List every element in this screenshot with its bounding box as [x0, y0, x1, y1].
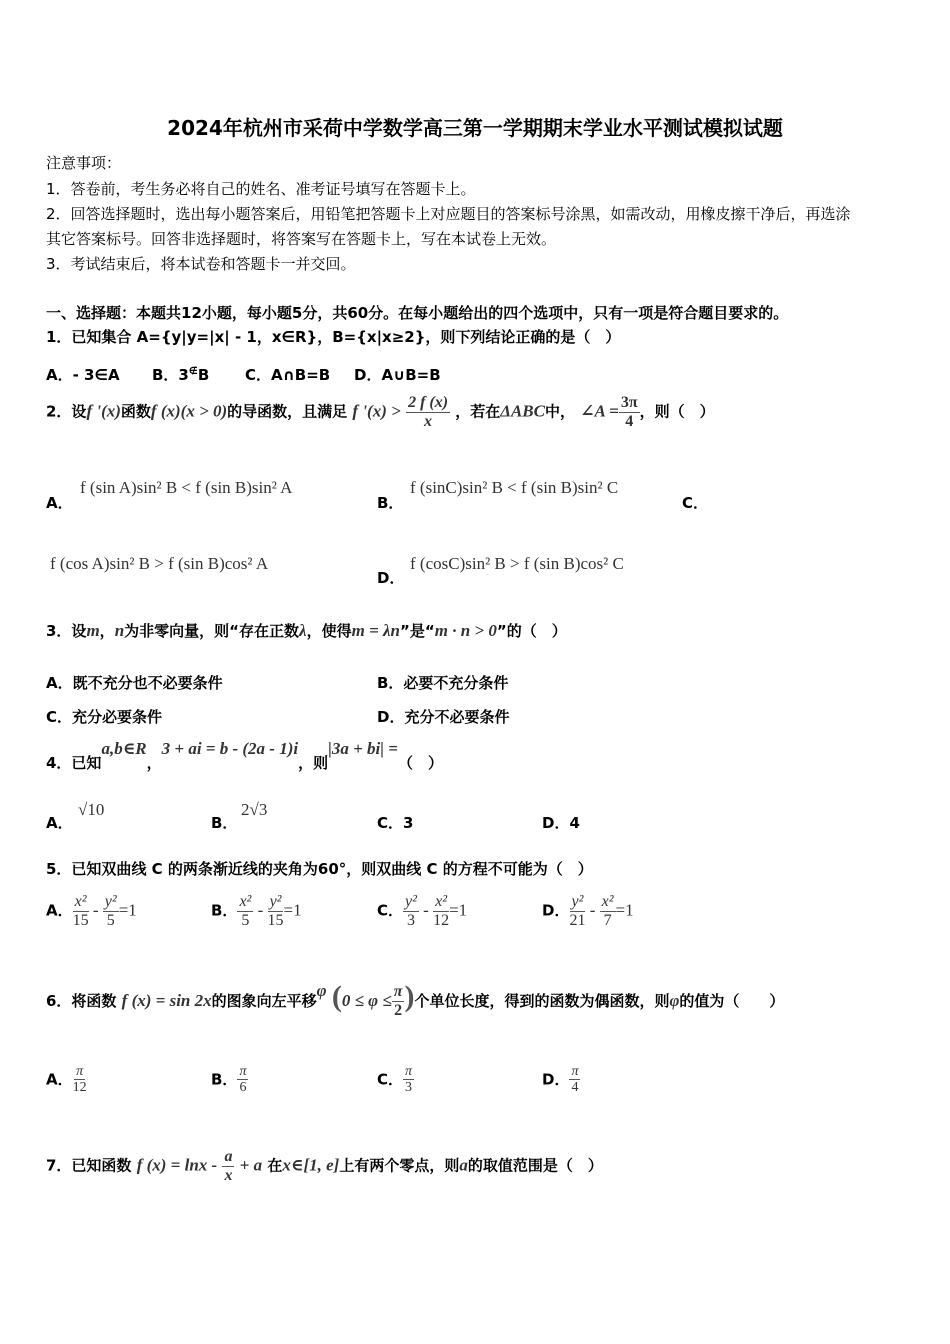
- q1-option-c: C．A∩B=B: [245, 366, 331, 384]
- question-6-stem: 6．将函数 f (x) = sin 2x的图象向左平移φ (0 ≤ φ ≤ $\frac{\pi}{2}$ )个单位长度，得到的函数为偶函数，则φ的值为（ ）: [46, 980, 785, 1019]
- question-5-stem: 5．已知双曲线 C 的两条渐近线的夹角为60°，则双曲线 C 的方程不可能为（ ）: [46, 860, 593, 878]
- q6-option: C． $\frac{\pi}{3}$: [377, 1064, 413, 1096]
- notes-heading: 注意事项：: [46, 154, 122, 172]
- q6-option: D． $\frac{\pi}{4}$: [542, 1064, 579, 1096]
- note-item: 2．回答选择题时，选出每小题答案后，用铅笔把答题卡上对应题目的答案标号涂黑，如需改动，用橡皮擦干净后，再选涂: [46, 205, 851, 223]
- q4-option-b: 2√3: [241, 800, 268, 819]
- q6-option: B． $\frac{\pi}{6}$: [211, 1064, 247, 1096]
- question-4-stem: 4．已知a,b∈R，3 + ai = b - (2a - 1)i，则|3a + bi| =（ ）: [46, 739, 443, 772]
- q5-option: B． $\frac{\text{x²}}{5}$ - $\frac{\text{y²}}{15}$ =1: [211, 893, 302, 929]
- q2-option-c: f (cos A)sin² B > f (sin B)cos² A: [50, 554, 269, 573]
- question-7-stem: 7．已知函数 f (x) = lnx - $\frac{a}{x}$ + a 在x∈[1, e]上有两个零点，则a的取值范围是（ ）: [46, 1148, 603, 1184]
- q2-option-a: f (sin A)sin² B < f (sin B)sin² A: [80, 478, 293, 497]
- q3-option-c: C．充分必要条件: [46, 708, 163, 726]
- q1-option-a: A．- 3∈A: [46, 366, 120, 384]
- q6-option: A． $\frac{\pi}{12}$: [46, 1064, 87, 1096]
- q2-option-b: f (sinC)sin² B < f (sin B)sin² C: [410, 478, 619, 497]
- page-title: 2024年杭州市采荷中学数学高三第一学期期末学业水平测试模拟试题: [167, 116, 783, 140]
- q4-option-b-label: B．: [211, 814, 238, 832]
- q5-option: A． $\frac{\text{x²}}{15}$ - $\frac{\text{y²}}{5}$ =1: [46, 893, 137, 929]
- q2-option-b-label: B．: [377, 494, 404, 512]
- section-heading: 一、选择题：本题共12小题，每小题5分，共60分。在每小题给出的四个选项中，只有一项是符合题目要求的。: [46, 304, 789, 322]
- q2-option-d: f (cosC)sin² B > f (sin B)cos² C: [410, 554, 624, 573]
- q4-option-d: D．4: [542, 814, 580, 832]
- question-3-stem: 3．设m，n为非零向量，则“存在正数λ，使得m = λn”是“m · n > 0”的（ ）: [46, 621, 567, 640]
- note-item: 3．考试结束后，将本试卷和答题卡一并交回。: [46, 255, 356, 273]
- q1-option-d: D．A∪B=B: [354, 366, 441, 384]
- note-item: 1．答卷前，考生务必将自己的姓名、准考证号填写在答题卡上。: [46, 180, 476, 198]
- q1-option-b: B．3∉B: [152, 366, 210, 384]
- q3-option-d: D．充分不必要条件: [377, 708, 510, 726]
- q5-option: D． $\frac{\text{y²}}{21}$ - $\frac{\text{x²}}{7}$ =1: [542, 893, 634, 929]
- q5-option: C． $\frac{\text{y²}}{3}$ - $\frac{\text{x²}}{12}$ =1: [377, 893, 468, 929]
- q3-option-b: B．必要不充分条件: [377, 674, 509, 692]
- question-2-stem: 2．设f '(x)函数f (x)(x > 0)的导函数，且满足 f '(x) > $\frac{2 f (x)}{x}$ ，若在ΔABC中， ∠A = $\frac{3\pi}{4}$ ，则（ ）: [46, 394, 715, 430]
- q2-option-a-label: A．: [46, 494, 73, 512]
- q2-option-d-label: D．: [377, 569, 405, 587]
- q2-option-c-label: C．: [682, 494, 709, 512]
- q4-option-a: √10: [78, 800, 105, 819]
- q4-option-a-label: A．: [46, 814, 73, 832]
- note-item: 其它答案标号。回答非选择题时，将答案写在答题卡上，写在本试卷上无效。: [46, 230, 557, 248]
- q3-option-a: A．既不充分也不必要条件: [46, 674, 223, 692]
- q4-option-c: C．3: [377, 814, 414, 832]
- question-1-stem: 1．已知集合 A={y|y=|x| - 1，x∈R}，B={x|x≥2}，则下列结论正确的是（ ）: [46, 328, 621, 346]
